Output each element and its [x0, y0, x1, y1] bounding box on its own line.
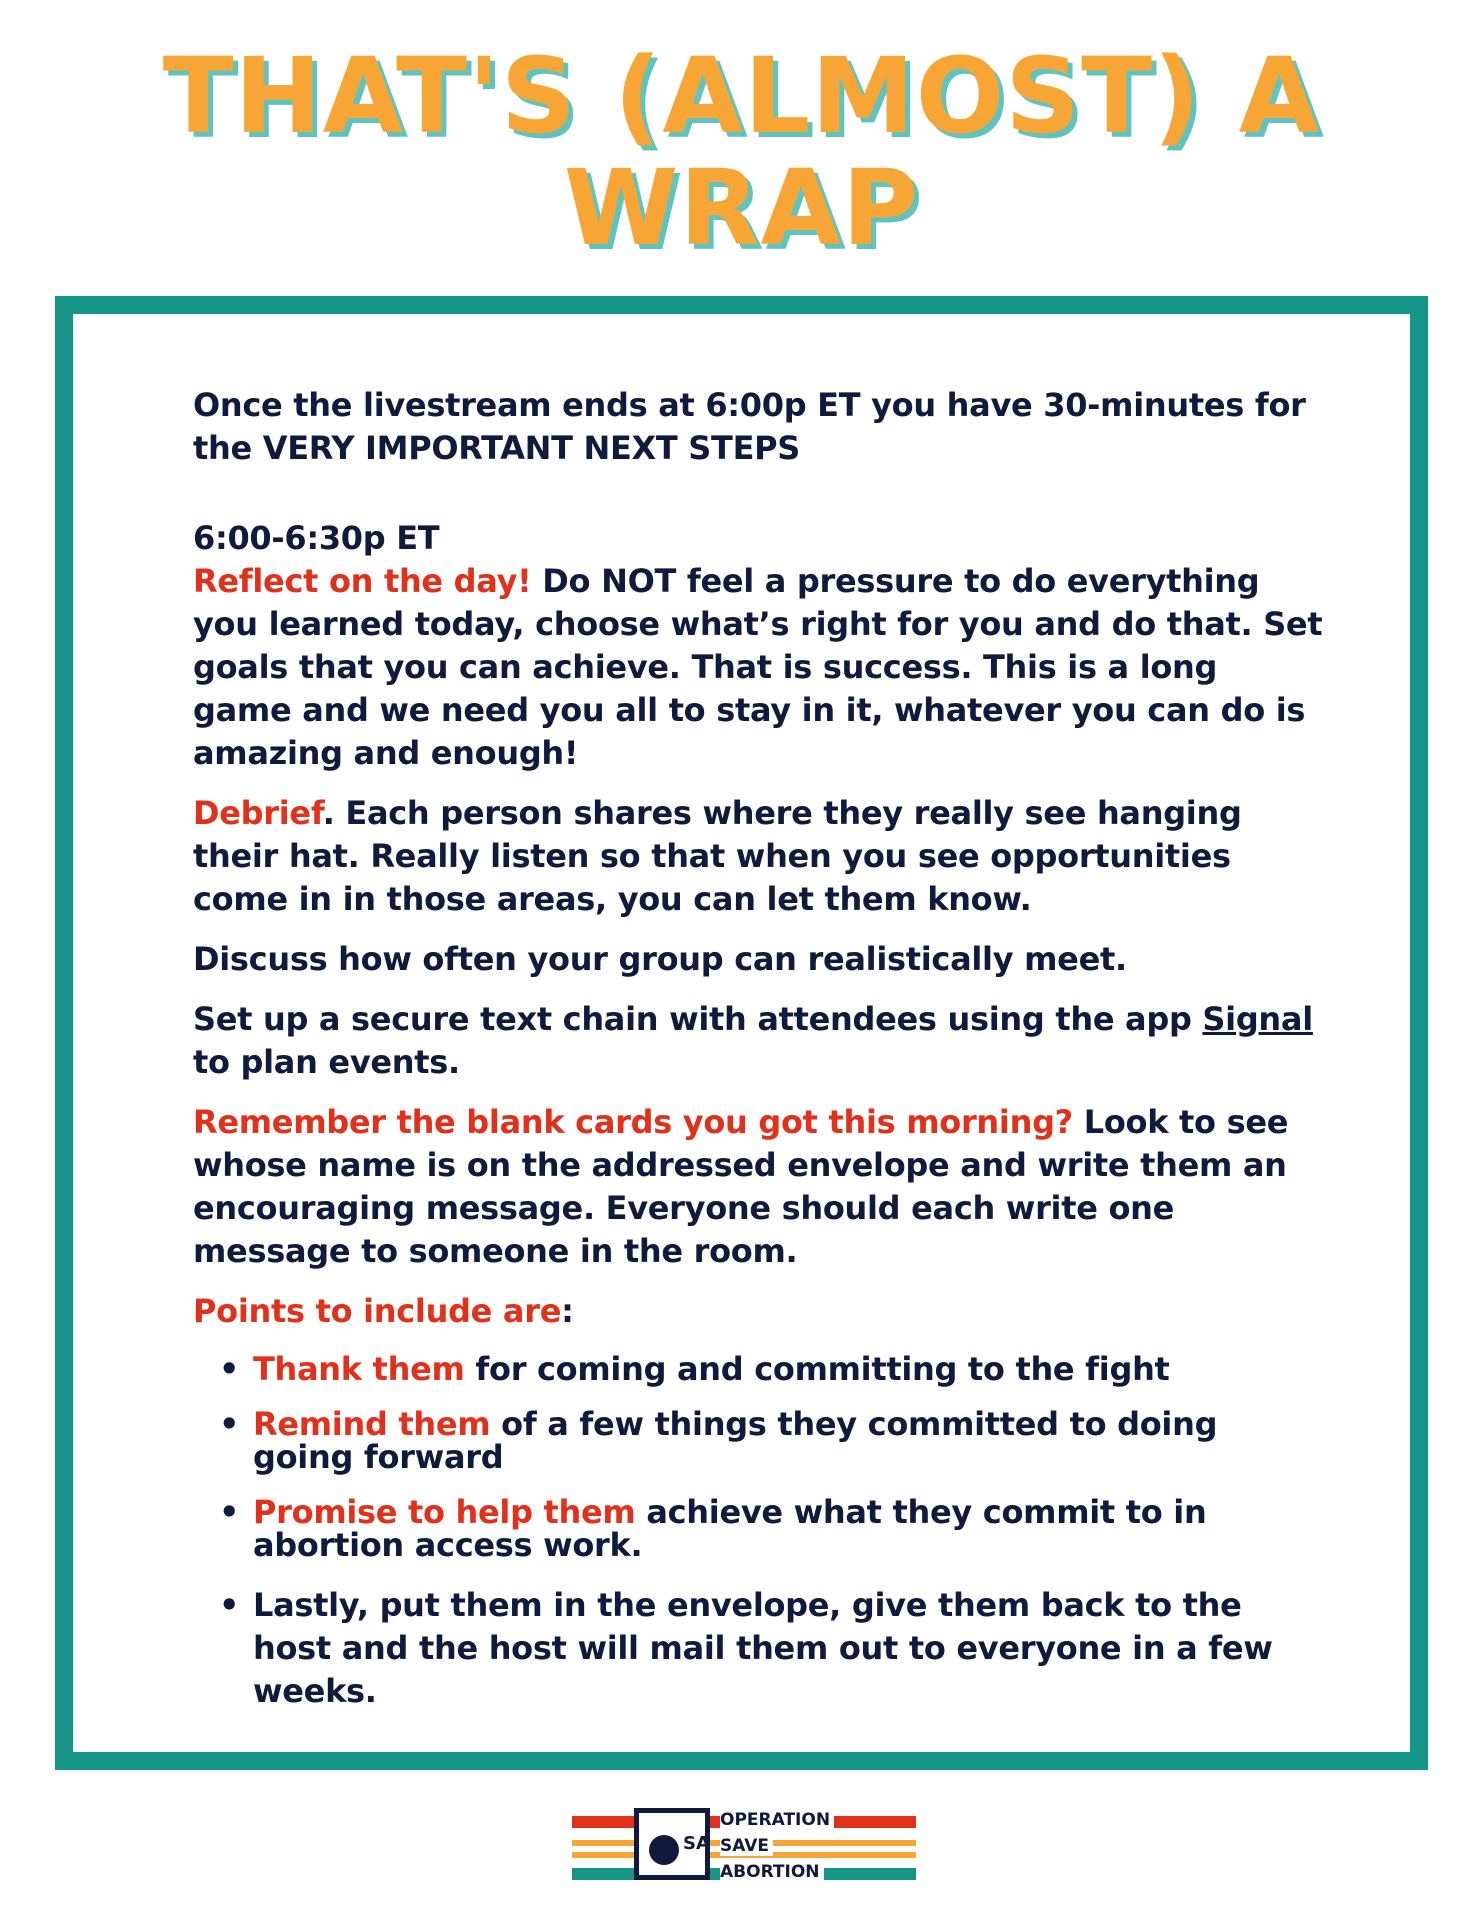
cards-highlight: Remember the blank cards you got this morning? [193, 1103, 1073, 1141]
list-item [219, 1405, 1323, 1476]
logo-word-abortion: ABORTION [720, 1862, 824, 1882]
bullet-text: of a few things they committed to doing going forward [253, 1405, 1218, 1476]
reflect-highlight: Reflect on the day! [193, 562, 532, 600]
cards-text: Look to see whose name is on the addressed envelope and write them an encouraging message. Everyone should each write one message to someone in the room. [193, 1103, 1289, 1270]
debrief-text: . Each person shares where they really see hanging their hat. Really listen so that when you see opportunities come in in those areas, you can let them know. [193, 794, 1242, 918]
bullet-icon: • [219, 1493, 240, 1531]
bullet-highlight: Promise to help them [253, 1493, 636, 1531]
logo-mark-text: SA [683, 1833, 710, 1854]
points-heading [193, 1290, 1323, 1333]
bullet-icon: • [219, 1350, 240, 1388]
signal-after: to plan events. [193, 1043, 460, 1081]
debrief-highlight: Debrief [193, 794, 323, 832]
logo-word-save: SAVE [720, 1836, 773, 1856]
osa-logo [572, 1808, 916, 1884]
title-line-2: WRAP [563, 147, 920, 269]
page-title [0, 35, 1483, 269]
debrief-paragraph [193, 792, 1323, 921]
signal-before: Set up a secure text chain with attendees using the app [193, 1000, 1203, 1038]
logo-word-operation: OPERATION [720, 1810, 834, 1830]
points-list [193, 1350, 1323, 1713]
points-suffix: : [561, 1292, 574, 1330]
bullet-highlight: Thank them [253, 1350, 465, 1388]
content-frame [55, 296, 1428, 1770]
list-item [219, 1493, 1323, 1564]
list-item [219, 1584, 1323, 1713]
logo-dot-icon [649, 1835, 679, 1865]
reflect-paragraph [193, 560, 1323, 775]
bullet-icon: • [219, 1586, 240, 1624]
title-line-1: THAT'S (ALMOST) A [162, 35, 1321, 157]
list-item [219, 1350, 1323, 1388]
signal-link[interactable]: Signal [1202, 1000, 1313, 1038]
points-highlight: Points to include are [193, 1292, 562, 1330]
bullet-highlight: Remind them [253, 1405, 491, 1443]
time-heading: 6:00-6:30p ET [193, 519, 440, 557]
signal-paragraph [193, 998, 1323, 1084]
intro-paragraph: Once the livestream ends at 6:00p ET you have 30-minutes for the VERY IMPORTANT NEXT STEPS [193, 386, 1306, 467]
cards-paragraph [193, 1101, 1323, 1273]
content-body [193, 384, 1323, 1735]
bullet-text: Lastly, put them in the envelope, give them back to the host and the host will mail them out to everyone in a few weeks. [253, 1586, 1273, 1710]
bullet-text: achieve what they commit to in abortion access work. [253, 1493, 1207, 1564]
bullet-icon: • [219, 1405, 240, 1443]
logo-mark [634, 1808, 710, 1880]
bullet-text: for coming and committing to the fight [464, 1350, 1170, 1388]
reflect-text: Do NOT feel a pressure to do everything you learned today, choose what’s right for you and do that. Set goals that you can achieve. That is success. This is a long game and we need you all to stay in it, whatever you can do is amazing and enough! [193, 562, 1323, 772]
discuss-paragraph: Discuss how often your group can realistically meet. [193, 940, 1127, 978]
